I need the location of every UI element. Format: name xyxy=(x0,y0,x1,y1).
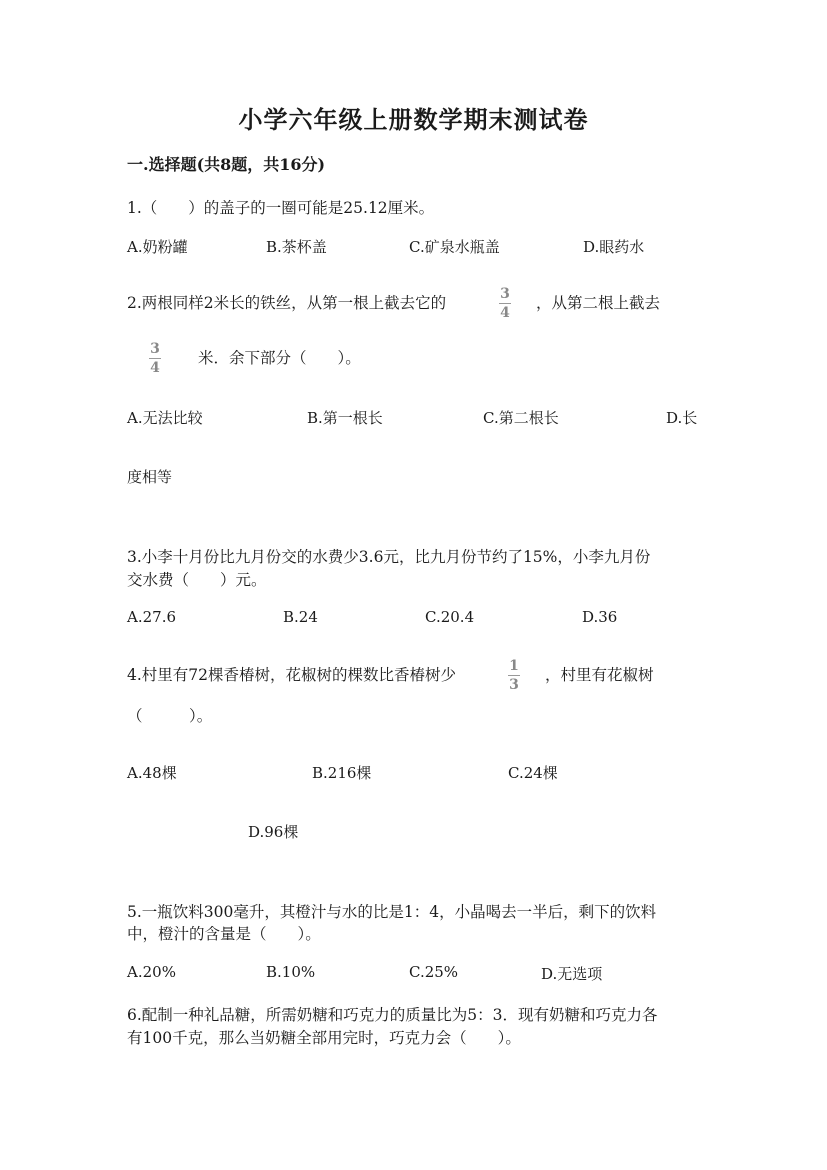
fraction-denominator: 3 xyxy=(509,677,519,693)
question-4-option-a[interactable]: A.48棵 xyxy=(127,764,177,782)
question-4-text-part1: 4.村里有72棵香椿树，花椒树的棵数比香椿树少 xyxy=(127,666,457,684)
question-5-option-a[interactable]: A.20% xyxy=(127,963,176,981)
question-1-text: 1.（ ）的盖子的一圈可能是25.12厘米。 xyxy=(127,199,435,217)
question-2-option-d[interactable]: D.长 xyxy=(666,409,698,427)
fraction-numerator: 3 xyxy=(150,341,160,357)
fraction-3-4 xyxy=(499,286,511,321)
question-1-option-c[interactable]: C.矿泉水瓶盖 xyxy=(409,238,500,256)
question-2-text-part2: ，从第二根上截去 xyxy=(536,294,661,312)
question-5-option-b[interactable]: B.10% xyxy=(266,963,316,981)
fraction-numerator: 3 xyxy=(500,286,510,302)
question-5-option-d[interactable]: D.无选项 xyxy=(541,965,603,983)
question-5-text-line1: 5.一瓶饮料300毫升，其橙汁与水的比是1：4，小晶喝去一半后，剩下的饮料 xyxy=(127,903,657,921)
question-3-option-c[interactable]: C.20.4 xyxy=(425,608,475,626)
question-4-option-c[interactable]: C.24棵 xyxy=(508,764,558,782)
question-3-option-b[interactable]: B.24 xyxy=(283,608,318,626)
question-3-option-a[interactable]: A.27.6 xyxy=(127,608,176,626)
question-3-text-line2: 交水费（ ）元。 xyxy=(127,571,267,589)
question-4-option-d[interactable]: D.96棵 xyxy=(248,823,299,841)
fraction-1-3 xyxy=(508,658,520,693)
question-2-text-part1: 2.两根同样2米长的铁丝，从第一根上截去它的 xyxy=(127,294,447,312)
question-6-text-line1: 6.配制一种礼品糖，所需奶糖和巧克力的质量比为5：3．现有奶糖和巧克力各 xyxy=(127,1006,658,1024)
fraction-bar xyxy=(499,303,511,304)
fraction-denominator: 4 xyxy=(500,305,510,321)
question-2-option-c[interactable]: C.第二根长 xyxy=(483,409,559,427)
question-2-text-line2: 米．余下部分（ ）。 xyxy=(198,349,361,367)
question-5-option-c[interactable]: C.25% xyxy=(409,963,459,981)
question-4-option-b[interactable]: B.216棵 xyxy=(312,764,372,782)
section-heading: 一.选择题(共8题，共16分) xyxy=(127,155,326,174)
question-1-option-d[interactable]: D.眼药水 xyxy=(583,238,645,256)
fraction-bar xyxy=(149,358,161,359)
question-1-option-b[interactable]: B.茶杯盖 xyxy=(266,238,327,256)
question-2-option-b[interactable]: B.第一根长 xyxy=(307,409,383,427)
question-6-text-line2: 有100千克，那么当奶糖全部用完时，巧克力会（ ）。 xyxy=(127,1029,521,1047)
question-1-option-a[interactable]: A.奶粉罐 xyxy=(127,238,188,256)
fraction-bar xyxy=(508,675,520,676)
question-4-text-part2: ，村里有花椒树 xyxy=(545,666,654,684)
question-5-text-line2: 中，橙汁的含量是（ ）。 xyxy=(127,925,321,943)
question-3-option-d[interactable]: D.36 xyxy=(582,608,618,626)
question-3-text-line1: 3.小李十月份比九月份交的水费少3.6元，比九月份节约了15%，小李九月份 xyxy=(127,548,651,566)
question-2-option-a[interactable]: A.无法比较 xyxy=(127,409,203,427)
question-2-option-d-wrap: 度相等 xyxy=(127,468,173,486)
fraction-numerator: 1 xyxy=(509,658,519,674)
fraction-denominator: 4 xyxy=(150,360,160,376)
fraction-3-4 xyxy=(149,341,161,376)
page-title: 小学六年级上册数学期末测试卷 xyxy=(238,105,589,134)
question-4-text-line2: （ ）。 xyxy=(127,707,213,725)
